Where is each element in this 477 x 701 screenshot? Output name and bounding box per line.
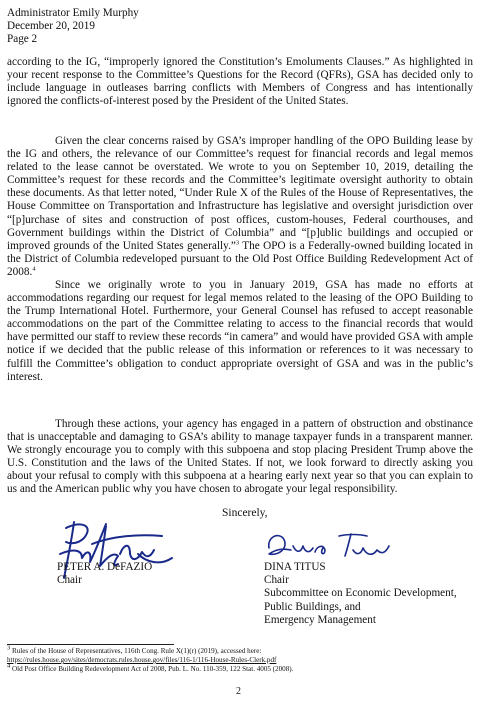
page-label: Page 2 [7,33,38,45]
signature-titus [263,528,393,564]
signatory-right-line-3: Public Buildings, and [264,600,361,613]
signatory-right-line-2: Subcommittee on Economic Development, [264,587,457,600]
signatory-right-name: DINA TITUS [264,561,326,573]
footnote-3-mark: 3 [7,644,11,652]
footnote-4-text: Old Post Office Building Redevelopment Act of 2008, Pub. L. No. 110-359, 122 Stat. 4005 (2008). [10,665,294,673]
signatory-left-name: PETER A. DeFAZIO [57,561,153,573]
page-number: 2 [236,686,241,697]
paragraph-2 [7,135,473,279]
footnote-3 [7,644,473,656]
signatory-left-title: Chair [57,574,82,587]
signatory-right-line-1: Chair [264,574,289,587]
paragraph-1: according to the IG, “improperly ignored the Constitution’s Emoluments Clauses.” As highlighted in your recent response to the Committee’s Questions for the Record (QFRs), GSA has decided only to include language in outleases barring conflicts with Members of Congress and has intentionally ignored the conflicts-of-interest posed by the President of the United States. [7,56,473,108]
signatory-right [264,561,457,627]
footnotes [7,644,473,674]
paragraph-2-text-a: Given the clear concerns raised by GSA’s improper handling of the OPO Building lease by the IG and others, the relevance of our Committee’s request for financial records and legal memos related to the lease cannot be overstated. We wrote to you on September 10, 2019, detailing the Committee’s request for these records and the Committee’s legitimate oversight authority to obtain these documents. As that letter noted, “Under Rule X of the Rules of the House of Representatives, the House Committee on Transportation and Infrastructure has legislative and oversight jurisdiction over “[p]urchase of sites and construction of post offices, custom-houses, Federal courthouses, and Government buildings within the District of Columbia” and “[p]ublic buildings and occupied or improved grounds of the United States generally.” [7,135,473,252]
footnote-4 [7,662,473,674]
letter-date: December 20, 2019 [7,20,95,32]
signatory-right-line-4: Emergency Management [264,613,376,626]
footnote-3-link[interactable]: https://rules.house.gov/sites/democrats.rules.house.gov/files/116-1/116-House-Rules-Clerk.pdf [7,656,277,664]
paragraph-2-text-b: The OPO is a Federally-owned building located in the District of Columbia redeveloped pursuant to the Old Post Office Building Redevelopment Act of 2008. [7,239,473,278]
footnote-4-mark: 4 [7,662,11,670]
closing: Sincerely, [222,507,268,519]
footnote-ref-3: 3 [235,239,240,246]
footnote-divider [7,644,174,645]
addressee: Administrator Emily Murphy [7,7,139,19]
paragraph-3: Since we originally wrote to you in January 2019, GSA has made no efforts at accommodations regarding our request for legal memos related to the leasing of the OPO Building to the Trump International Hotel. Furthermore, your General Counsel has refused to accept reasonable accommodations on the part of the Committee relating to access to the financial records that would have permitted our staff to review these records “in camera” and would have provided GSA with ample notice if we decided that the public release of this information or references to it was necessary to fulfill the Committee’s obligation to conduct appropriate oversight of GSA and was in the public’s interest. [7,279,473,383]
footnote-3-text: Rules of the House of Representatives, 116th Cong. Rule X(1)(r) (2019), accessed here: [10,647,262,655]
footnote-ref-4: 4 [32,265,36,273]
paragraph-4: Through these actions, your agency has engaged in a pattern of obstruction and obstinance that is unacceptable and damaging to GSA’s ability to manage taxpayer funds in a transparent manner. We strongly encourage you to comply with this subpoena and stop placing President Trump above the U.S. Constitution and the laws of the United States. If not, we look forward to directly asking you about your refusal to comply with this subpoena at a hearing early next year so that you can explain to us and the American public why you have chosen to abrogate your legal responsibility. [7,418,473,496]
letter-header [7,7,139,46]
signatory-left [57,561,152,587]
